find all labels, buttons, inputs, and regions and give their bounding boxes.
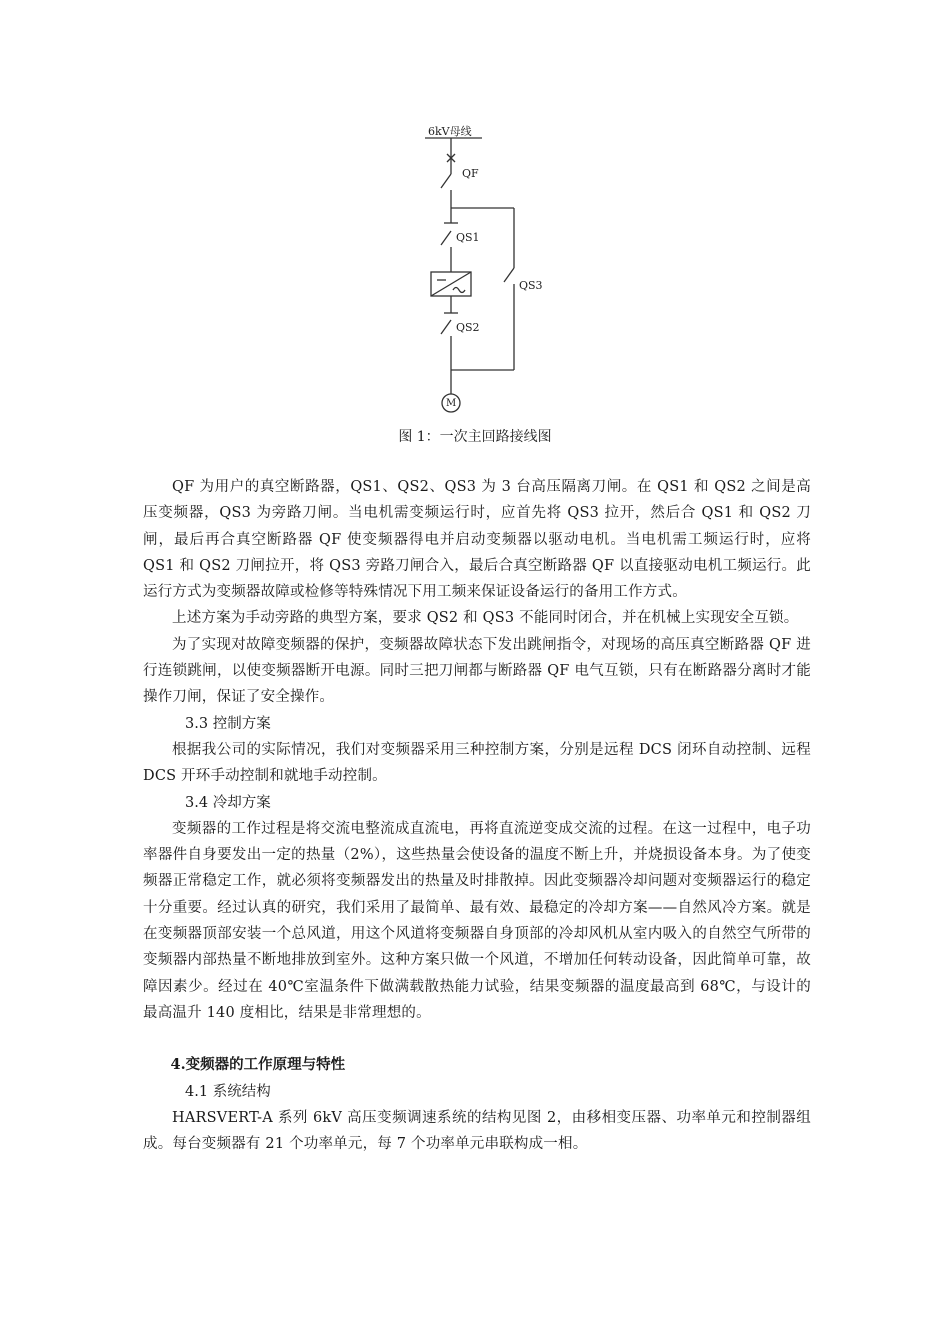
bus-label: 6kV母线 [428,125,472,138]
paragraph-control: 根据我公司的实际情况，我们对变频器采用三种控制方案，分别是远程 DCS 闭环自动控制、远程 DCS 开环手动控制和就地手动控制。 [143,741,811,785]
qs1-switch-blade [441,231,451,245]
paragraph-qf-description: QF 为用户的真空断路器，QS1、QS2、QS3 为 3 台高压隔离刀闸。在 QS1 和 QS2 之间是高压变频器，QS3 为旁路刀闸。当电机需变频运行时，应首先将 QS3 拉开，然后合 QS1 和 QS2 刀闸，最后再合真空断路器 QF 使变频器得电并启动变频器以驱动电机。当电机需工频运行时，应将 QS1 和 QS2 刀闸拉开，将 QS3 旁路刀闸合入，最后合真空断路器 QF 以直接驱动电机工频运行。此运行方式为变频器故障或检修等特殊情况下用工频来保证设备运行的备用工作方式。 [143,479,811,601]
motor-label: M [446,398,457,409]
circuit-diagram [0,0,950,460]
qs2-label: QS2 [456,321,480,334]
paragraph-manual-bypass: 上述方案为手动旁路的典型方案，要求 QS2 和 QS3 不能同时闭合，并在机械上实现安全互锁。 [172,610,799,627]
qs3-switch-blade [504,268,514,282]
article-body [143,474,811,1157]
paragraph-system-structure: HARSVERT-A 系列 6kV 高压变频调速系统的结构见图 2，由移相变压器、功率单元和控制器组成。每台变频器有 21 个功率单元，每 7 个功率单元串联构成一相。 [143,1109,811,1153]
qs2-switch-blade [441,320,451,334]
heading-3-3: 3.3 控制方案 [185,715,271,732]
paragraph-protection: 为了实现对故障变频器的保护，变频器故障状态下发出跳闸指令，对现场的高压真空断路器 QF 进行连锁跳闸，以使变频器断开电源。同时三把刀闸都与断路器 QF 电气互锁，只有在断路器分离时才能操作刀闸，保证了安全操作。 [143,636,811,706]
paragraph-cooling: 变频器的工作过程是将交流电整流成直流电，再将直流逆变成交流的过程。在这一过程中，电子功率器件自身要发出一定的热量（2%），这些热量会使设备的温度不断上升，并烧损设备本身。为了使变频器正常稳定工作，就必须将变频器发出的热量及时排散掉。因此变频器冷却问题对变频器运行的稳定十分重要。经过认真的研究，我们采用了最简单、最有效、最稳定的冷却方案——自然风冷方案。就是在变频器顶部安装一个总风道，用这个风道将变频器自身顶部的冷却风机从室内吸入的自然空气所带的变频器内部热量不断地排放到室外。这种方案只做一个风道，不增加任何转动设备，因此简单可靠，故障因素少。经过在 40℃室温条件下做满载散热能力试验，结果变频器的温度最高到 68℃，与设计的最高温升 140 度相比，结果是非常理想的。 [143,820,811,1021]
qs3-label: QS3 [519,279,543,292]
section-4-title: 4.变频器的工作原理与特性 [170,1056,346,1074]
diagram-lines [0,0,950,460]
qf-switch-blade [441,174,451,188]
heading-3-4: 3.4 冷却方案 [185,794,271,811]
heading-4-1: 4.1 系统结构 [185,1083,271,1100]
figure-caption: 图 1：一次主回路接线图 [398,429,552,445]
qf-label: QF [462,167,479,180]
qs1-label: QS1 [456,231,480,244]
